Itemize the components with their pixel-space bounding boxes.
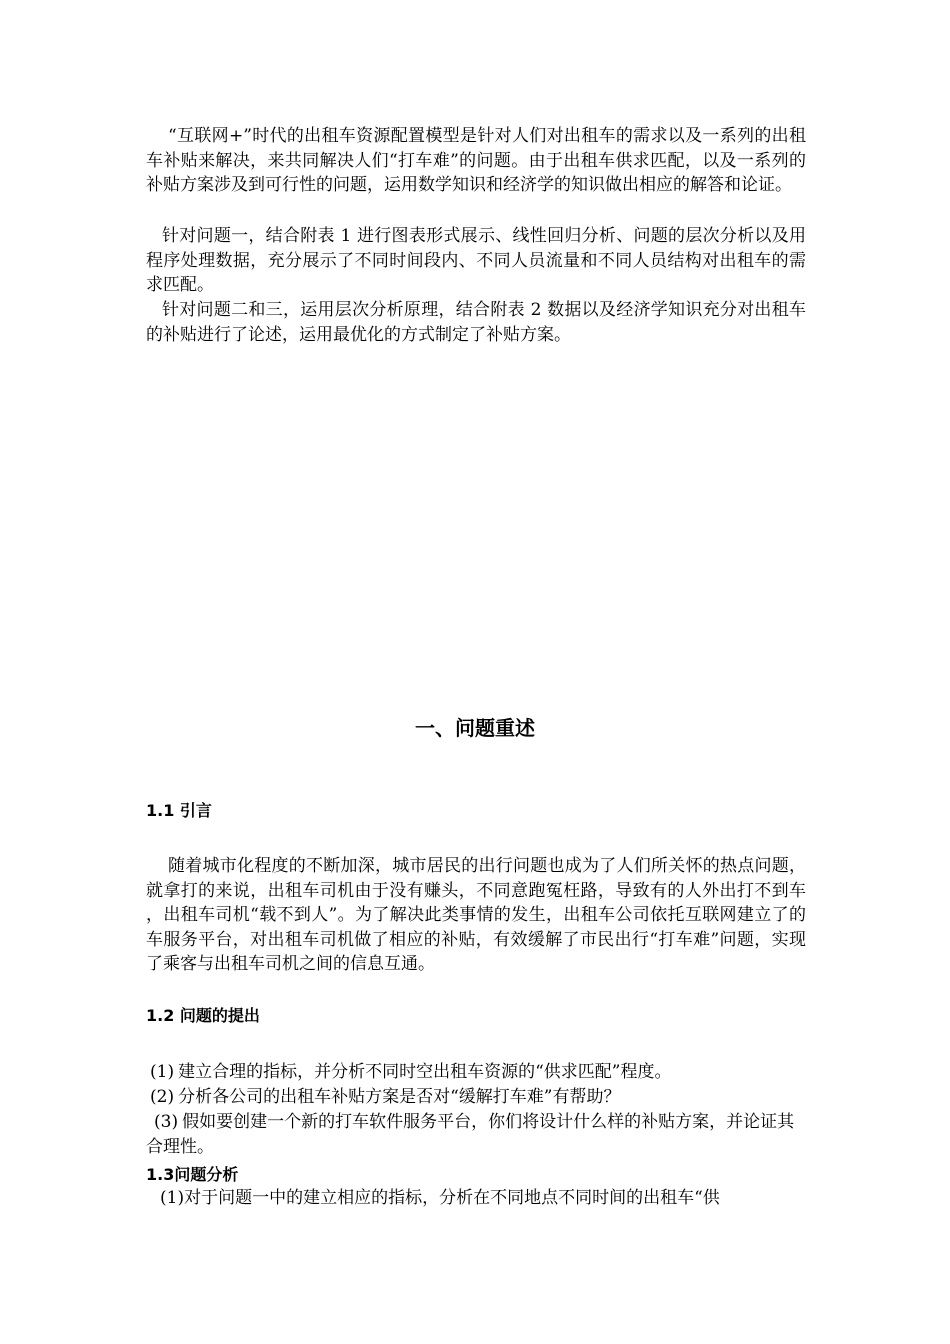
abstract-paragraph-2: 针对问题一，结合附表 1 进行图表形式展示、线性回归分析、问题的层次分析以及用程序处理数据，充分展示了不同时间段内、不同人员流量和不同人员结构对出租车的需求匹配。 bbox=[146, 226, 806, 295]
subsection-1-1-text: 随着城市化程度的不断加深，城市居民的出行问题也成为了人们所关怀的热点问题，就拿打的来说，出租车司机由于没有赚头，不同意跑冤枉路，导致有的人外出打不到车 ，出租车司机“载不到人”。为了解决此类事情的发生，出租车公司依托互联网建立了的车服务平台，对出租车司机做了相应的补贴，有效缓解了市民出行“打车难”问题，实现了乘客与出租车司机之间的信息互通。 bbox=[146, 856, 806, 974]
question-item-3 bbox=[146, 1110, 806, 1159]
question-text: 分析各公司的出租车补贴方案是否对“缓解打车难”有帮助？ bbox=[178, 1087, 621, 1107]
section-title: 一、问题重述 bbox=[415, 716, 535, 740]
question-item-2 bbox=[150, 1085, 810, 1110]
question-number: (3) bbox=[154, 1112, 179, 1132]
question-item-1 bbox=[150, 1060, 810, 1085]
question-number: (1) bbox=[150, 1062, 175, 1082]
subsection-1-1-title: 1.1 引言 bbox=[146, 801, 212, 820]
abstract-paragraph-1: “互联网+”时代的出租车资源配置模型是针对人们对出租车的需求以及一系列的出租车补贴来解决，来共同解决人们“打车难”的问题。由于出租车供求匹配，以及一系列的补贴方案涉及到可行性的问题，运用数学知识和经济学的知识做出相应的解答和论证。 bbox=[146, 126, 806, 195]
question-text: 假如要创建一个新的打车软件服务平台，你们将设计什么样的补贴方案，并论证其合理性。 bbox=[146, 1112, 795, 1157]
subsection-1-2-title: 1.2 问题的提出 bbox=[146, 1006, 260, 1025]
subsection-1-3-text: (1)对于问题一中的建立相应的指标，分析在不同地点不同时间的出租车“供 bbox=[160, 1188, 720, 1208]
abstract-paragraph-3: 针对问题二和三，运用层次分析原理，结合附表 2 数据以及经济学知识充分对出租车的补贴进行了论述，运用最优化的方式制定了补贴方案。 bbox=[146, 300, 806, 345]
subsection-1-3-title: 1.3问题分析 bbox=[146, 1165, 239, 1184]
question-text: 建立合理的指标，并分析不同时空出租车资源的“供求匹配”程度。 bbox=[178, 1062, 672, 1082]
question-number: (2) bbox=[150, 1087, 175, 1107]
